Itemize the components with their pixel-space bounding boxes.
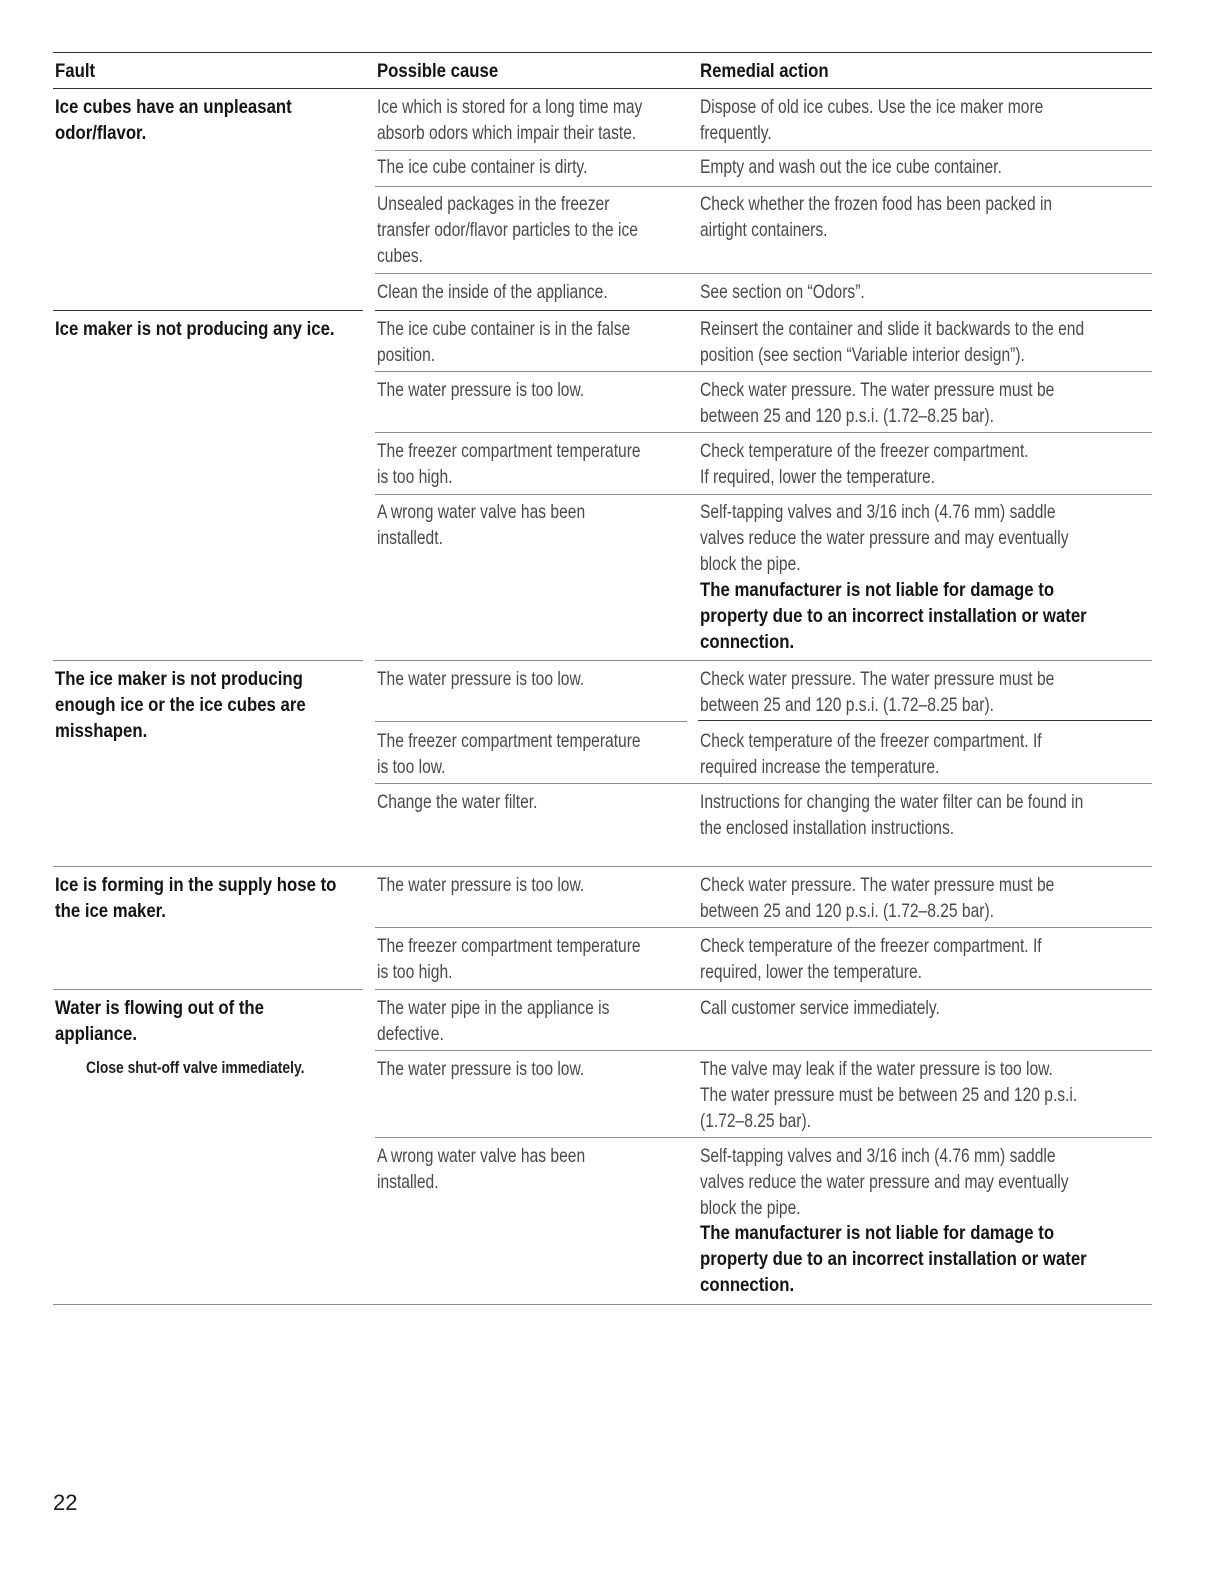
row-rule	[375, 1137, 1152, 1138]
fault-water-flowing-out: Water is flowing out of the appliance.	[55, 997, 264, 1045]
row-rule	[375, 150, 1152, 151]
row-rule	[375, 989, 1152, 990]
table-top-rule	[53, 52, 1152, 53]
action-cell: Check water pressure. The water pressure must be between 25 and 120 p.s.i. (1.72–8.25 bar).	[700, 379, 1055, 427]
cause-cell: Ice which is stored for a long time may absorb odors which impair their taste.	[377, 96, 643, 144]
row-rule	[375, 927, 1152, 928]
action-cell: Check whether the frozen food has been packed in airtight containers.	[700, 193, 1053, 241]
header-rule	[53, 88, 1152, 89]
liability-warning: The manufacturer is not liable for damage to property due to an incorrect installation or water connection.	[700, 1222, 1087, 1296]
table-bottom-rule	[53, 1304, 1152, 1305]
cause-cell: The water pressure is too low.	[377, 379, 585, 401]
cause-cell: The freezer compartment temperature is too high.	[377, 935, 641, 983]
action-cell: Instructions for changing the water filter can be found in the enclosed installation instructions.	[700, 791, 1084, 839]
action-cell: Self-tapping valves and 3/16 inch (4.76 mm) saddle valves reduce the water pressure and may eventually block the pipe.	[700, 501, 1069, 575]
cause-cell: The freezer compartment temperature is too high.	[377, 440, 641, 488]
action-cell: Dispose of old ice cubes. Use the ice maker more frequently.	[700, 96, 1044, 144]
action-cell: Reinsert the container and slide it backwards to the end position (see section “Variable interior design”).	[700, 318, 1085, 366]
row-rule	[375, 432, 1152, 433]
fault-not-enough-ice: The ice maker is not producing enough ice or the ice cubes are misshapen.	[55, 668, 306, 742]
cause-cell: A wrong water valve has been installed.	[377, 1145, 586, 1193]
cause-cell: Clean the inside of the appliance.	[377, 281, 608, 303]
row-rule	[375, 660, 1152, 661]
cause-cell: The ice cube container is in the false position.	[377, 318, 631, 366]
action-cell: The valve may leak if the water pressure is too low. The water pressure must be between 25 and 120 p.s.i. (1.72–8.25 bar).	[700, 1058, 1078, 1132]
liability-warning: The manufacturer is not liable for damage to property due to an incorrect installation or water connection.	[700, 579, 1087, 653]
cause-cell: A wrong water valve has been installedt.	[377, 501, 586, 549]
row-rule	[375, 310, 1152, 311]
header-possible-cause: Possible cause	[377, 60, 499, 82]
cause-cell: The freezer compartment temperature is too low.	[377, 730, 641, 778]
action-cell: Check temperature of the freezer compartment. If required increase the temperature.	[700, 730, 1042, 778]
cause-cell: The water pressure is too low.	[377, 874, 585, 896]
action-cell: See section on “Odors”.	[700, 281, 865, 303]
fault-no-ice: Ice maker is not producing any ice.	[55, 318, 335, 340]
fault-unpleasant-odor: Ice cubes have an unpleasant odor/flavor.	[55, 96, 292, 144]
fault-rule	[53, 660, 363, 661]
header-fault: Fault	[55, 60, 96, 82]
fault-rule	[53, 989, 363, 990]
page-number: 22	[53, 1490, 78, 1515]
cause-cell: The water pipe in the appliance is defective.	[377, 997, 610, 1045]
fault-rule	[53, 866, 1152, 867]
action-cell: Empty and wash out the ice cube container.	[700, 156, 1002, 178]
cause-cell: Change the water filter.	[377, 791, 538, 813]
row-rule	[698, 720, 1152, 721]
row-rule	[375, 783, 1152, 784]
cause-cell: The water pressure is too low.	[377, 1058, 585, 1080]
row-rule	[375, 371, 1152, 372]
fault-note-close-valve: Close shut-off valve immediately.	[86, 1059, 305, 1077]
row-rule	[375, 273, 1152, 274]
fault-ice-in-supply-hose: Ice is forming in the supply hose to the ice maker.	[55, 874, 337, 922]
fault-rule	[53, 310, 363, 311]
row-rule	[375, 494, 1152, 495]
row-rule	[375, 721, 687, 722]
cause-cell: The ice cube container is dirty.	[377, 156, 588, 178]
cause-cell: The water pressure is too low.	[377, 668, 585, 690]
header-remedial-action: Remedial action	[700, 60, 829, 82]
action-cell: Call customer service immediately.	[700, 997, 940, 1019]
action-cell: Check temperature of the freezer compartment. If required, lower the temperature.	[700, 935, 1042, 983]
action-cell: Check water pressure. The water pressure must be between 25 and 120 p.s.i. (1.72–8.25 bar).	[700, 668, 1055, 716]
cause-cell: Unsealed packages in the freezer transfer odor/flavor particles to the ice cubes.	[377, 193, 638, 267]
action-cell: Check temperature of the freezer compartment. If required, lower the temperature.	[700, 440, 1029, 488]
row-rule	[375, 1050, 1152, 1051]
row-rule	[375, 186, 1152, 187]
action-cell: Self-tapping valves and 3/16 inch (4.76 mm) saddle valves reduce the water pressure and may eventually block the pipe.	[700, 1145, 1069, 1219]
action-cell: Check water pressure. The water pressure must be between 25 and 120 p.s.i. (1.72–8.25 bar).	[700, 874, 1055, 922]
